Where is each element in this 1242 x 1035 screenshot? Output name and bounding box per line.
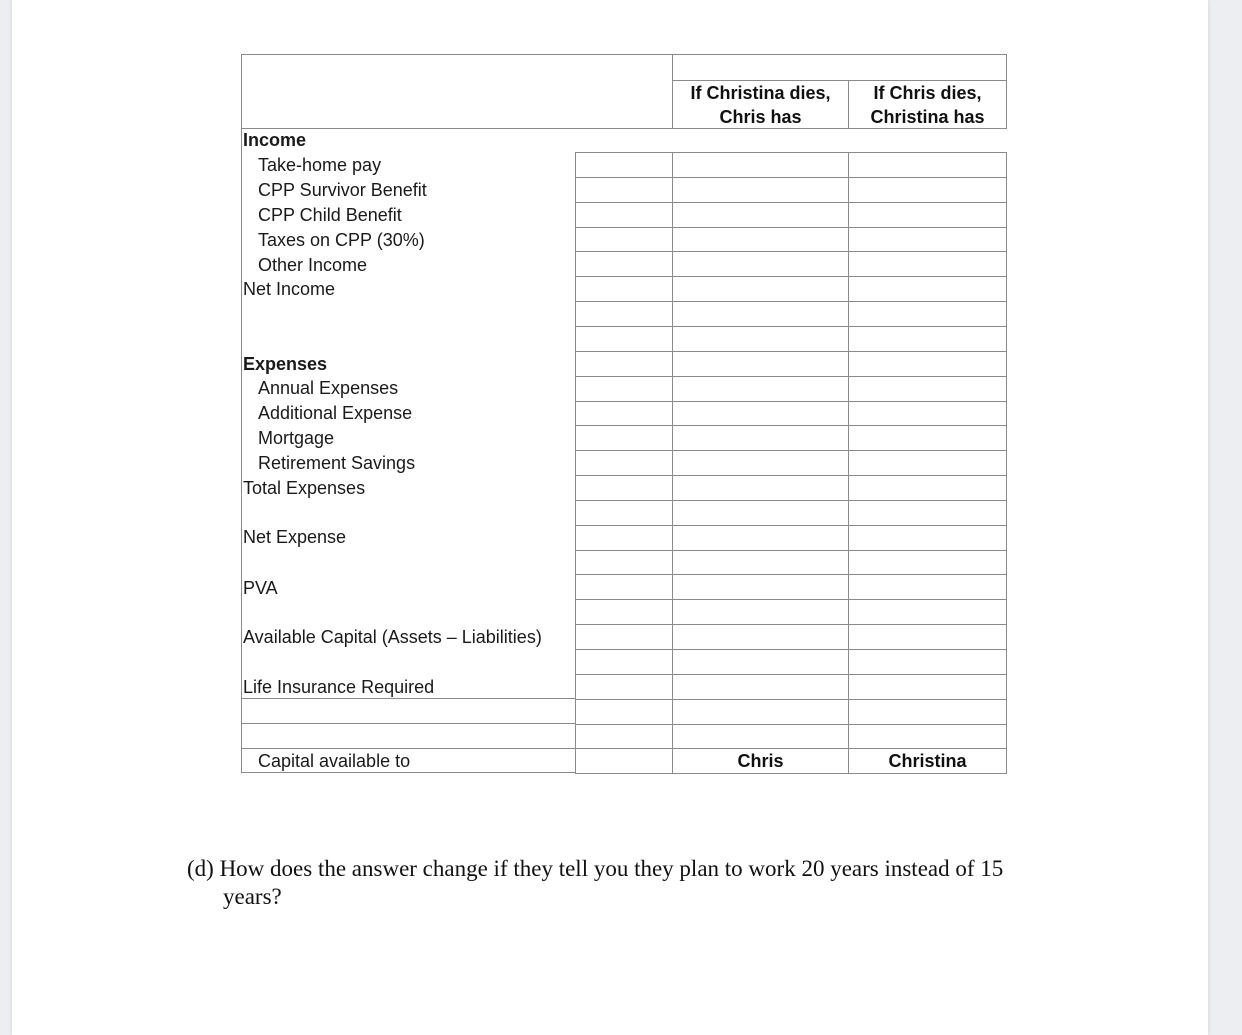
grid-cell[interactable] — [672, 599, 849, 625]
grid-cell[interactable] — [672, 401, 849, 427]
life-insurance-required-label: Life Insurance Required — [243, 677, 435, 697]
grid-cell[interactable] — [672, 326, 849, 352]
grid-cell[interactable] — [575, 624, 673, 650]
grid-cell[interactable] — [575, 425, 673, 451]
grid-cell[interactable] — [848, 351, 1007, 377]
total-expenses-label: Total Expenses — [243, 478, 366, 498]
grid-cell[interactable] — [575, 674, 673, 700]
grid-cell[interactable] — [848, 425, 1007, 451]
grid-cell[interactable] — [672, 276, 849, 302]
grid-cell[interactable] — [575, 525, 673, 551]
grid-cell[interactable] — [848, 276, 1007, 302]
grid-cell[interactable] — [672, 450, 849, 476]
grid-cell[interactable] — [575, 550, 673, 576]
grid-cell[interactable] — [575, 152, 673, 178]
grid-cell[interactable] — [848, 401, 1007, 427]
header-col2-line2: Christina has — [870, 107, 985, 127]
grid-cell[interactable] — [672, 674, 849, 700]
grid-cell[interactable] — [575, 376, 673, 402]
income-heading: Income — [243, 130, 307, 150]
grid-cell[interactable] — [575, 326, 673, 352]
grid-cell[interactable] — [672, 525, 849, 551]
grid-cell[interactable] — [575, 475, 673, 501]
grid-cell[interactable] — [672, 699, 849, 725]
grid-cell[interactable] — [672, 624, 849, 650]
expense-item-additional-expense: Additional Expense — [258, 403, 413, 423]
header-col1-text — [672, 81, 849, 129]
grid-cell[interactable] — [848, 724, 1007, 750]
grid-cell[interactable] — [848, 177, 1007, 203]
grid-cell[interactable] — [848, 500, 1007, 526]
capital-available-to-label: Capital available to — [258, 751, 411, 771]
grid-cell[interactable] — [672, 251, 849, 277]
header-col1-line1: If Christina dies, — [690, 83, 831, 103]
grid-cell[interactable] — [575, 351, 673, 377]
grid-cell[interactable] — [848, 550, 1007, 576]
header-col2-line1: If Chris dies, — [873, 83, 982, 103]
grid-cell[interactable] — [672, 376, 849, 402]
income-item-taxes-on-cpp: Taxes on CPP (30%) — [258, 230, 425, 250]
grid-cell[interactable] — [575, 649, 673, 675]
grid-cell[interactable] — [575, 276, 673, 302]
grid-cell[interactable] — [848, 326, 1007, 352]
grid-cell[interactable] — [575, 301, 673, 327]
income-item-cpp-child-benefit: CPP Child Benefit — [258, 205, 402, 225]
header-label-cell — [241, 54, 673, 129]
blank-row-1-label — [241, 698, 576, 724]
grid-cell[interactable] — [848, 674, 1007, 700]
expense-item-mortgage: Mortgage — [258, 428, 335, 448]
expense-item-retirement-savings: Retirement Savings — [258, 453, 416, 473]
grid-cell[interactable] — [575, 699, 673, 725]
grid-cell[interactable] — [575, 500, 673, 526]
grid-cell[interactable] — [672, 475, 849, 501]
grid-cell[interactable] — [672, 152, 849, 178]
grid-cell[interactable] — [848, 450, 1007, 476]
income-item-take-home-pay: Take-home pay — [258, 155, 382, 175]
grid-cell[interactable] — [672, 550, 849, 576]
blank-row-2-label — [241, 723, 576, 749]
grid-cell[interactable] — [672, 649, 849, 675]
grid-cell[interactable] — [672, 202, 849, 228]
header-top-cell — [672, 54, 1007, 81]
grid-cell[interactable] — [672, 177, 849, 203]
grid-cell[interactable] — [848, 599, 1007, 625]
grid-cell[interactable] — [575, 202, 673, 228]
available-capital-label: Available Capital (Assets – Liabilities) — [243, 627, 542, 647]
grid-cell[interactable] — [672, 301, 849, 327]
grid-cell[interactable] — [575, 177, 673, 203]
question-d — [187, 855, 1047, 911]
net-income-label: Net Income — [243, 279, 336, 299]
header-col1-line2: Chris has — [719, 107, 802, 127]
grid-cell[interactable] — [848, 202, 1007, 228]
income-item-cpp-survivor-benefit: CPP Survivor Benefit — [258, 180, 427, 200]
income-item-other-income: Other Income — [258, 255, 368, 275]
grid-cell[interactable] — [672, 351, 849, 377]
grid-cell[interactable] — [575, 599, 673, 625]
footer-col1-chris: Chris — [737, 751, 784, 771]
grid-cell[interactable] — [672, 574, 849, 600]
grid-cell[interactable] — [575, 401, 673, 427]
grid-cell[interactable] — [848, 475, 1007, 501]
grid-cell[interactable] — [848, 251, 1007, 277]
grid-cell[interactable] — [848, 227, 1007, 253]
expense-item-annual-expenses: Annual Expenses — [258, 378, 399, 398]
question-d-line2: years? — [223, 884, 282, 909]
label-column-border — [241, 128, 242, 773]
grid-cell[interactable] — [575, 574, 673, 600]
grid-cell[interactable] — [672, 724, 849, 750]
grid-cell[interactable] — [672, 500, 849, 526]
grid-cell[interactable] — [575, 227, 673, 253]
grid-cell[interactable] — [848, 699, 1007, 725]
grid-cell[interactable] — [672, 227, 849, 253]
question-d-line1: (d) How does the answer change if they tell you they plan to work 20 years instead of 15 — [187, 856, 1004, 881]
footer-col2-christina: Christina — [888, 751, 967, 771]
grid-cell[interactable] — [848, 574, 1007, 600]
net-expense-label: Net Expense — [243, 527, 347, 547]
grid-cell[interactable] — [575, 748, 673, 774]
grid-cell[interactable] — [848, 376, 1007, 402]
grid-cell[interactable] — [575, 450, 673, 476]
pva-label: PVA — [243, 578, 278, 598]
expenses-heading: Expenses — [243, 354, 328, 374]
grid-cell[interactable] — [672, 425, 849, 451]
header-col2-text — [848, 81, 1007, 129]
grid-cell[interactable] — [575, 251, 673, 277]
grid-cell[interactable] — [848, 525, 1007, 551]
grid-cell[interactable] — [848, 649, 1007, 675]
grid-cell[interactable] — [848, 301, 1007, 327]
grid-cell[interactable] — [848, 624, 1007, 650]
grid-cell[interactable] — [848, 152, 1007, 178]
grid-cell[interactable] — [575, 724, 673, 750]
